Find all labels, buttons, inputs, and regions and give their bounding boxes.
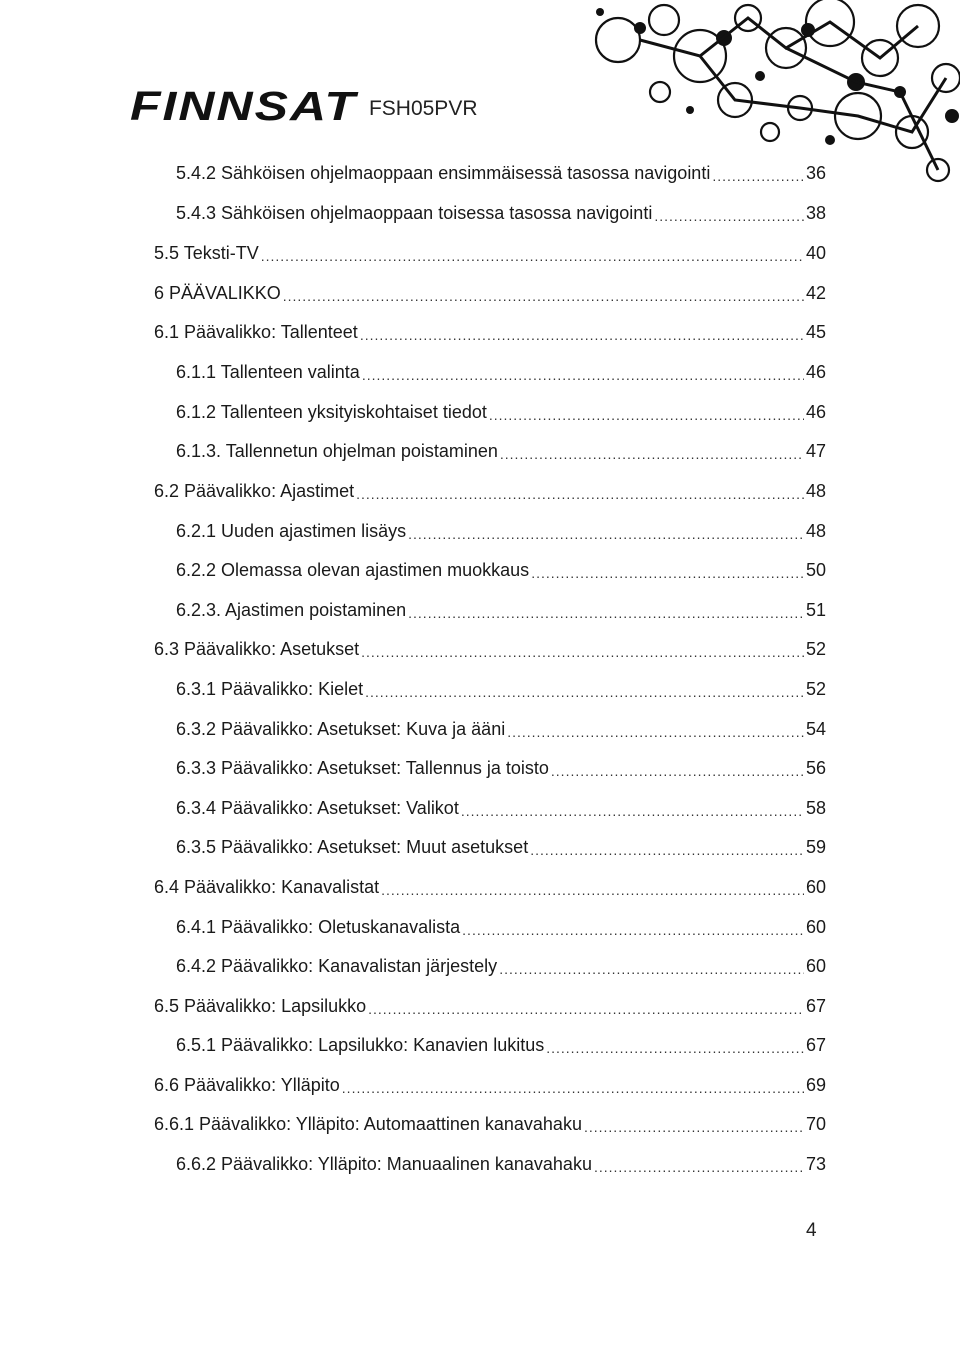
toc-entry[interactable] (176, 1025, 826, 1065)
toc-entry-page: 48 (805, 521, 826, 541)
toc-entry-title: 6.2.1 Uuden ajastimen lisäys (176, 521, 407, 541)
toc-entry-title: 6.2.3. Ajastimen poistaminen (176, 600, 407, 620)
toc-leader-dots (342, 1077, 804, 1099)
toc-entry-page: 60 (805, 917, 826, 937)
toc-entry[interactable] (154, 1065, 826, 1105)
toc-entry-page: 59 (805, 837, 826, 857)
toc-entry-page: 67 (805, 996, 826, 1016)
toc-entry[interactable] (176, 431, 826, 471)
toc-leader-dots (408, 602, 804, 624)
toc-entry-page: 48 (805, 481, 826, 501)
toc-leader-dots (356, 483, 804, 505)
toc-entry-title: 6.5.1 Päävalikko: Lapsilukko: Kanavien lukitus (176, 1035, 545, 1055)
toc-entry-title: 6.4.2 Päävalikko: Kanavalistan järjestely (176, 956, 498, 976)
toc-leader-dots (360, 324, 804, 346)
toc-entry-title: 6.3 Päävalikko: Asetukset (154, 639, 360, 659)
toc-leader-dots (362, 364, 804, 386)
toc-entry[interactable] (176, 590, 826, 630)
toc-entry[interactable] (176, 946, 826, 986)
toc-leader-dots (712, 165, 804, 187)
toc-entry-title: 6.2 Päävalikko: Ajastimet (154, 481, 355, 501)
toc-entry[interactable] (176, 392, 826, 432)
toc-entry-page: 56 (805, 758, 826, 778)
toc-entry-page: 50 (805, 560, 826, 580)
toc-entry-page: 60 (805, 877, 826, 897)
document-header (130, 76, 478, 129)
toc-entry-title: 6.3.5 Päävalikko: Asetukset: Muut asetukset (176, 837, 529, 857)
toc-entry-title: 5.4.2 Sähköisen ohjelmaoppaan ensimmäisessä tasossa navigointi (176, 163, 711, 183)
toc-entry-page: 46 (805, 402, 826, 422)
toc-leader-dots (462, 919, 804, 941)
toc-leader-dots (531, 562, 804, 584)
toc-entry-title: 6.1.2 Tallenteen yksityiskohtaiset tiedot (176, 402, 487, 422)
toc-leader-dots (408, 523, 804, 545)
toc-entry-title: 5.5 Teksti-TV (154, 243, 259, 263)
toc-entry-page: 45 (805, 322, 826, 342)
toc-entry[interactable] (154, 471, 826, 511)
toc-entry-page: 67 (805, 1035, 826, 1055)
toc-entry-page: 60 (805, 956, 826, 976)
toc-entry-page: 42 (805, 283, 826, 303)
toc-entry[interactable] (154, 312, 826, 352)
toc-entry-page: 69 (805, 1075, 826, 1095)
toc-entry[interactable] (176, 193, 826, 233)
toc-entry-page: 36 (805, 163, 826, 183)
finnsat-logo: FINNSAT (130, 83, 357, 129)
toc-entry-title: 6.5 Päävalikko: Lapsilukko (154, 996, 367, 1016)
toc-entry-page: 52 (805, 679, 826, 699)
toc-entry-title: 6.3.4 Päävalikko: Asetukset: Valikot (176, 798, 459, 818)
toc-entry[interactable] (176, 709, 826, 749)
toc-entry[interactable] (154, 867, 826, 907)
toc-leader-dots (551, 760, 804, 782)
toc-entry[interactable] (176, 907, 826, 947)
toc-leader-dots (461, 800, 804, 822)
toc-entry-page: 52 (805, 639, 826, 659)
toc-entry-title: 6.1 Päävalikko: Tallenteet (154, 322, 358, 342)
toc-entry[interactable] (176, 1144, 826, 1184)
toc-entry-title: 6.1.1 Tallenteen valinta (176, 362, 360, 382)
toc-entry-title: 6 PÄÄVALIKKO (154, 283, 281, 303)
toc-entry-title: 5.4.3 Sähköisen ohjelmaoppaan toisessa tasossa navigointi (176, 203, 653, 223)
toc-leader-dots (368, 998, 804, 1020)
toc-entry-page: 54 (805, 719, 826, 739)
toc-entry-title: 6.3.1 Päävalikko: Kielet (176, 679, 364, 699)
toc-entry-title: 6.3.3 Päävalikko: Asetukset: Tallennus ja toisto (176, 758, 549, 778)
toc-entry-title: 6.6.1 Päävalikko: Ylläpito: Automaattinen kanavahaku (154, 1114, 582, 1134)
toc-leader-dots (594, 1156, 804, 1178)
toc-entry-page: 73 (805, 1154, 826, 1174)
toc-entry-page: 40 (805, 243, 826, 263)
toc-leader-dots (283, 285, 804, 307)
toc-entry[interactable] (154, 1104, 826, 1144)
toc-leader-dots (499, 958, 804, 980)
toc-entry[interactable] (176, 788, 826, 828)
toc-entry-title: 6.3.2 Päävalikko: Asetukset: Kuva ja ääni (176, 719, 506, 739)
toc-entry-page: 38 (805, 203, 826, 223)
toc-leader-dots (261, 245, 804, 267)
toc-leader-dots (584, 1116, 804, 1138)
toc-entry-page: 51 (805, 600, 826, 620)
toc-leader-dots (489, 404, 804, 426)
toc-entry-page: 47 (805, 441, 826, 461)
toc-entry[interactable] (154, 986, 826, 1026)
toc-leader-dots (500, 443, 804, 465)
toc-leader-dots (361, 641, 804, 663)
toc-entry-title: 6.1.3. Tallennetun ohjelman poistaminen (176, 441, 498, 461)
toc-entry[interactable] (154, 233, 826, 273)
toc-entry-title: 6.4 Päävalikko: Kanavalistat (154, 877, 380, 897)
toc-entry-title: 6.6.2 Päävalikko: Ylläpito: Manuaalinen kanavahaku (176, 1154, 592, 1174)
toc-entry[interactable] (154, 273, 826, 313)
toc-entry[interactable] (176, 827, 826, 867)
toc-entry-title: 6.6 Päävalikko: Ylläpito (154, 1075, 340, 1095)
toc-entry-page: 46 (805, 362, 826, 382)
toc-entry[interactable] (154, 629, 826, 669)
toc-entry[interactable] (176, 511, 826, 551)
toc-entry[interactable] (176, 153, 826, 193)
toc-entry[interactable] (176, 748, 826, 788)
toc-entry[interactable] (176, 352, 826, 392)
toc-leader-dots (507, 721, 804, 743)
toc-leader-dots (365, 681, 804, 703)
toc-entry-title: 6.4.1 Päävalikko: Oletuskanavalista (176, 917, 461, 937)
toc-leader-dots (530, 839, 804, 861)
toc-entry-title: 6.2.2 Olemassa olevan ajastimen muokkaus (176, 560, 530, 580)
toc-entry[interactable] (176, 550, 826, 590)
toc-entry-page: 58 (805, 798, 826, 818)
model-name: FSH05PVR (368, 97, 478, 120)
toc-entry[interactable] (176, 669, 826, 709)
toc-entry-page: 70 (805, 1114, 826, 1134)
toc-leader-dots (654, 205, 804, 227)
page-number: 4 (806, 1220, 817, 1241)
toc-leader-dots (381, 879, 804, 901)
toc-leader-dots (546, 1037, 804, 1059)
